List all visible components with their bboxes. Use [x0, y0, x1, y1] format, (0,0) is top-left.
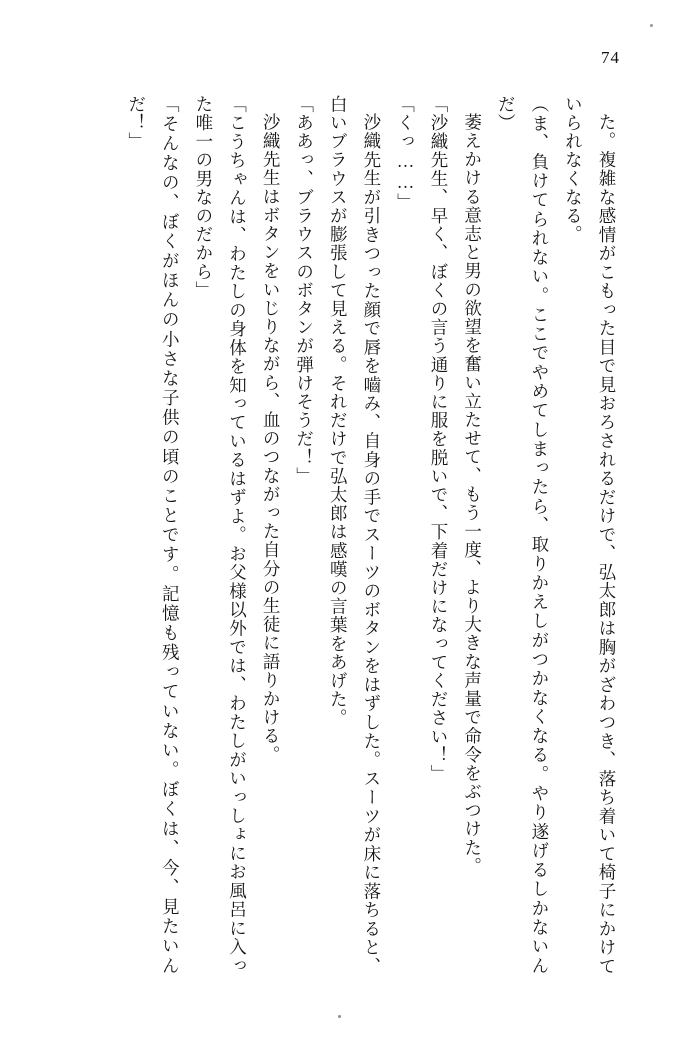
paragraph: 「ああっ、ブラウスのボタンが弾けそうだ！」 — [294, 95, 315, 486]
paragraph: 「そんなの、ぼくがほんの小さな子供の頃のことです。記憶も残っていない。ぼくは、今、見たいんだ！」 — [126, 95, 181, 975]
paragraph: （ま、負けてられない。ここでやめてしまったら、取りかえしがつかなくなる。やり遂げるしかないんだ） — [496, 95, 550, 975]
body-text — [63, 95, 623, 975]
paragraph: 「くっ……」 — [395, 95, 416, 212]
paragraph: 萎えかける意志と男の欲望を奮い立たせて、もう一度、より大きな声量で命令をぶつけた。 — [462, 112, 483, 876]
paragraph: 「沙織先生、早く、ぼくの言う通りに服を脱いで、下着だけになってください！」 — [429, 95, 450, 784]
paragraph: 沙織先生はボタンをいじりながら、血のつながった自分の生徒に語りかける。 — [261, 112, 282, 764]
page-number: 74 — [601, 48, 620, 67]
page-speck — [338, 1015, 341, 1018]
paragraph: 「こうちゃんは、わたしの身体を知っているはずよ。お父様以外では、わたしがいっしょにお風呂に入った唯一の男なのだから」 — [193, 95, 248, 975]
paragraph: 沙織先生が引きつった顔で唇を嚙み、自身の手でスーツのボタンをはずした。スーツが床に落ちると、白いブラウスが膨張して見える。それだけで弘太郎は感嘆の言葉をあげた。 — [328, 95, 382, 975]
paragraph: た。複雑な感情がこもった目で見おろされるだけで、弘太郎は胸がざわつき、落ち着いて椅子にかけていられなくなる。 — [563, 95, 617, 975]
page-speck — [650, 24, 653, 27]
